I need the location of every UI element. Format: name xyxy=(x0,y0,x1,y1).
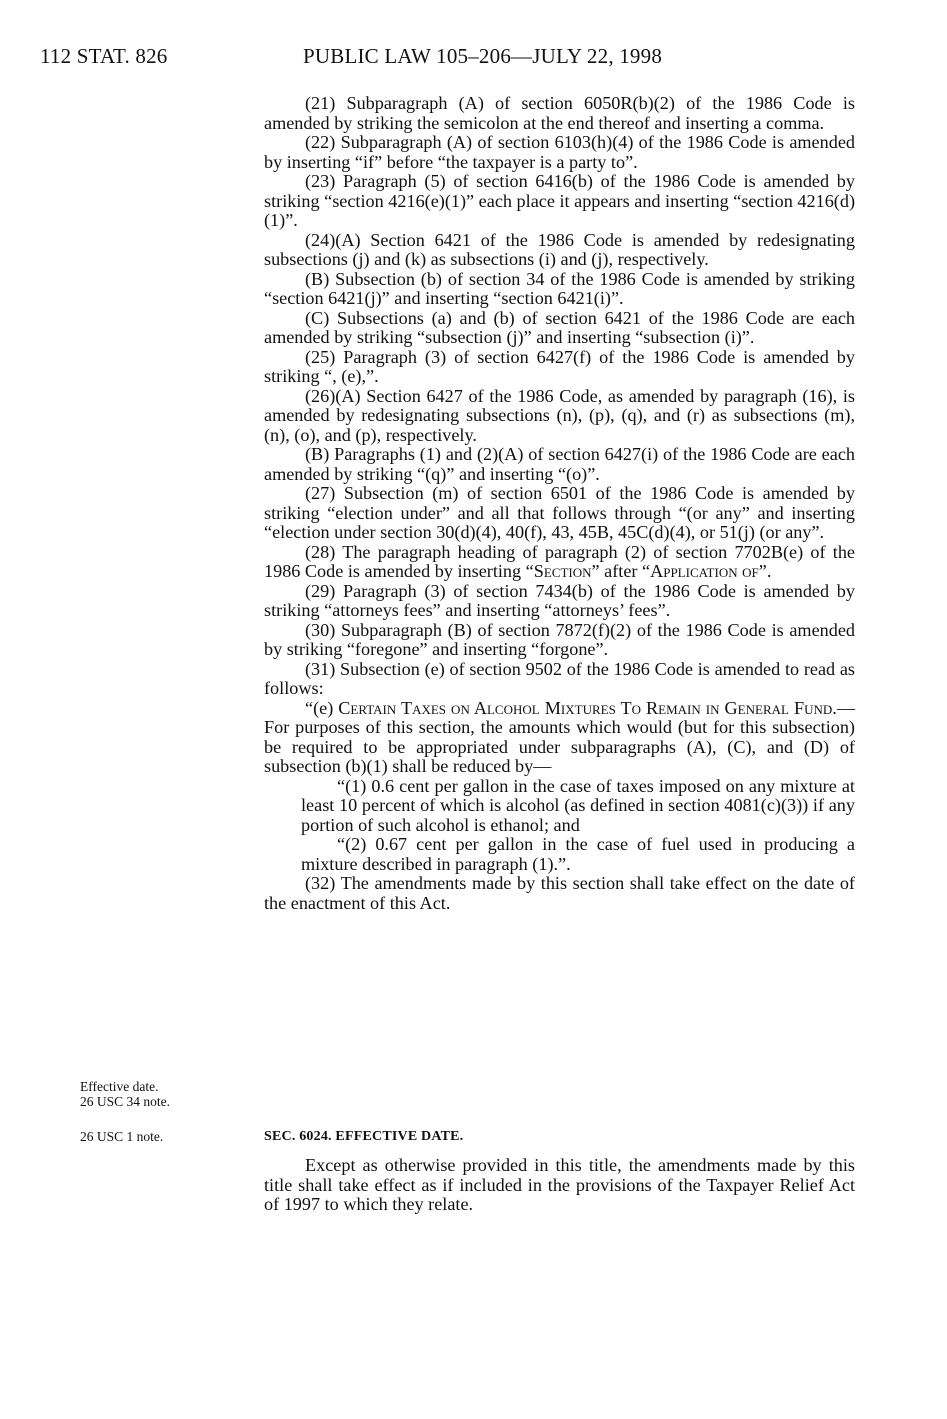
paragraph-32: (32) The amendments made by this section shall take effect on the date of the enactment of this Act. xyxy=(264,873,855,913)
paragraph-26b: (B) Paragraphs (1) and (2)(A) of section 6427(i) of the 1986 Code are each amended by striking “(q)” and inserting “(o)”. xyxy=(264,444,855,484)
page-header xyxy=(40,44,907,74)
paragraph-28 xyxy=(264,543,855,582)
paragraph-26a: (26)(A) Section 6427 of the 1986 Code, as amended by paragraph (16), is amended by redesignating subsections (n), (p), (q), and (r) as subsections (m), (n), (o), and (p), respectively. xyxy=(264,385,855,445)
law-title-date: PUBLIC LAW 105–206—JULY 22, 1998 xyxy=(303,44,663,68)
quoted-subsection-e xyxy=(264,699,855,777)
p28-application-term: Application of xyxy=(650,561,759,581)
p28-pre: (28) The paragraph heading of paragraph (2) of section 7702B(e) of the 1986 Code is amended by inserting “ xyxy=(264,541,855,581)
paragraph-22: (22) Subparagraph (A) of section 6103(h)(4) of the 1986 Code is amended by inserting “if” before “the taxpayer is a party to”. xyxy=(264,132,855,172)
section-heading: SEC. 6024. EFFECTIVE DATE. xyxy=(264,1129,464,1144)
quote-open: “(e) xyxy=(305,697,339,718)
paragraph-24a: (24)(A) Section 6421 of the 1986 Code is amended by redesignating subsections (j) and (k) as subsections (i) and (j), respectively. xyxy=(264,229,855,269)
quoted-item-2: “(2) 0.67 cent per gallon in the case of fuel used in producing a mixture described in paragraph (1).”. xyxy=(301,834,855,874)
amendments-text xyxy=(264,94,855,913)
margin-note-effective-date xyxy=(80,1079,170,1109)
quote-text: —For purposes of this section, the amounts which would (but for this subsection) be required to be appropriated under subparagraphs (A), (C), and (D) of subsection (b)(1) shall be reduced by— xyxy=(264,697,855,776)
paragraph-30: (30) Subparagraph (B) of section 7872(f)(2) of the 1986 Code is amended by striking “foregone” and inserting “forgone”. xyxy=(264,619,855,659)
p28-mid: ” after “ xyxy=(591,561,651,581)
margin-effective-label: Effective date. xyxy=(80,1079,159,1094)
section-6024-text: Except as otherwise provided in this title, the amendments made by this title shall take effect as if included in the provisions of the Taxpayer Relief Act of 1997 to which they relate. xyxy=(264,1155,855,1214)
paragraph-27: (27) Subsection (m) of section 6501 of the 1986 Code is amended by striking “election under” and all that follows through “(or any” and inserting “election under section 30(d)(4), 40(f), 43, 45B, 45C(d)(4), or 51(j) (or any”. xyxy=(264,483,855,542)
paragraph-24b: (B) Subsection (b) of section 34 of the 1986 Code is amended by striking “section 6421(j)” and inserting “section 6421(i)”. xyxy=(264,268,855,308)
paragraph-31: (31) Subsection (e) of section 9502 of the 1986 Code is amended to read as follows: xyxy=(264,658,855,698)
margin-note-usc1: 26 USC 1 note. xyxy=(80,1129,164,1144)
p28-section-term: Section xyxy=(533,561,592,581)
paragraph-29: (29) Paragraph (3) of section 7434(b) of the 1986 Code is amended by striking “attorneys fees” and inserting “attorneys’ fees”. xyxy=(264,580,855,620)
paragraph-23: (23) Paragraph (5) of section 6416(b) of the 1986 Code is amended by striking “section 4216(e)(1)” each place it appears and inserting “section 4216(d)(1)”. xyxy=(264,171,855,230)
paragraph-25: (25) Paragraph (3) of section 6427(f) of the 1986 Code is amended by striking “, (e),”. xyxy=(264,346,855,386)
section-body xyxy=(264,1156,855,1215)
paragraph-21: (21) Subparagraph (A) of section 6050R(b)(2) of the 1986 Code is amended by striking the semicolon at the end thereof and inserting a comma. xyxy=(264,93,855,133)
margin-usc34-note: 26 USC 34 note. xyxy=(80,1094,171,1109)
p28-post: ”. xyxy=(758,561,772,581)
quote-heading: Certain Taxes on Alcohol Mixtures To Remain in General Fund. xyxy=(338,697,837,718)
paragraph-24c: (C) Subsections (a) and (b) of section 6421 of the 1986 Code are each amended by striking “subsection (j)” and inserting “subsection (i)”. xyxy=(264,307,855,347)
quoted-item-1: “(1) 0.6 cent per gallon in the case of taxes imposed on any mixture at least 10 percent of which is alcohol (as defined in section 4081(c)(3)) if any portion of such alcohol is ethanol; and xyxy=(301,775,855,835)
stat-page-number: 112 STAT. 826 xyxy=(40,44,168,68)
